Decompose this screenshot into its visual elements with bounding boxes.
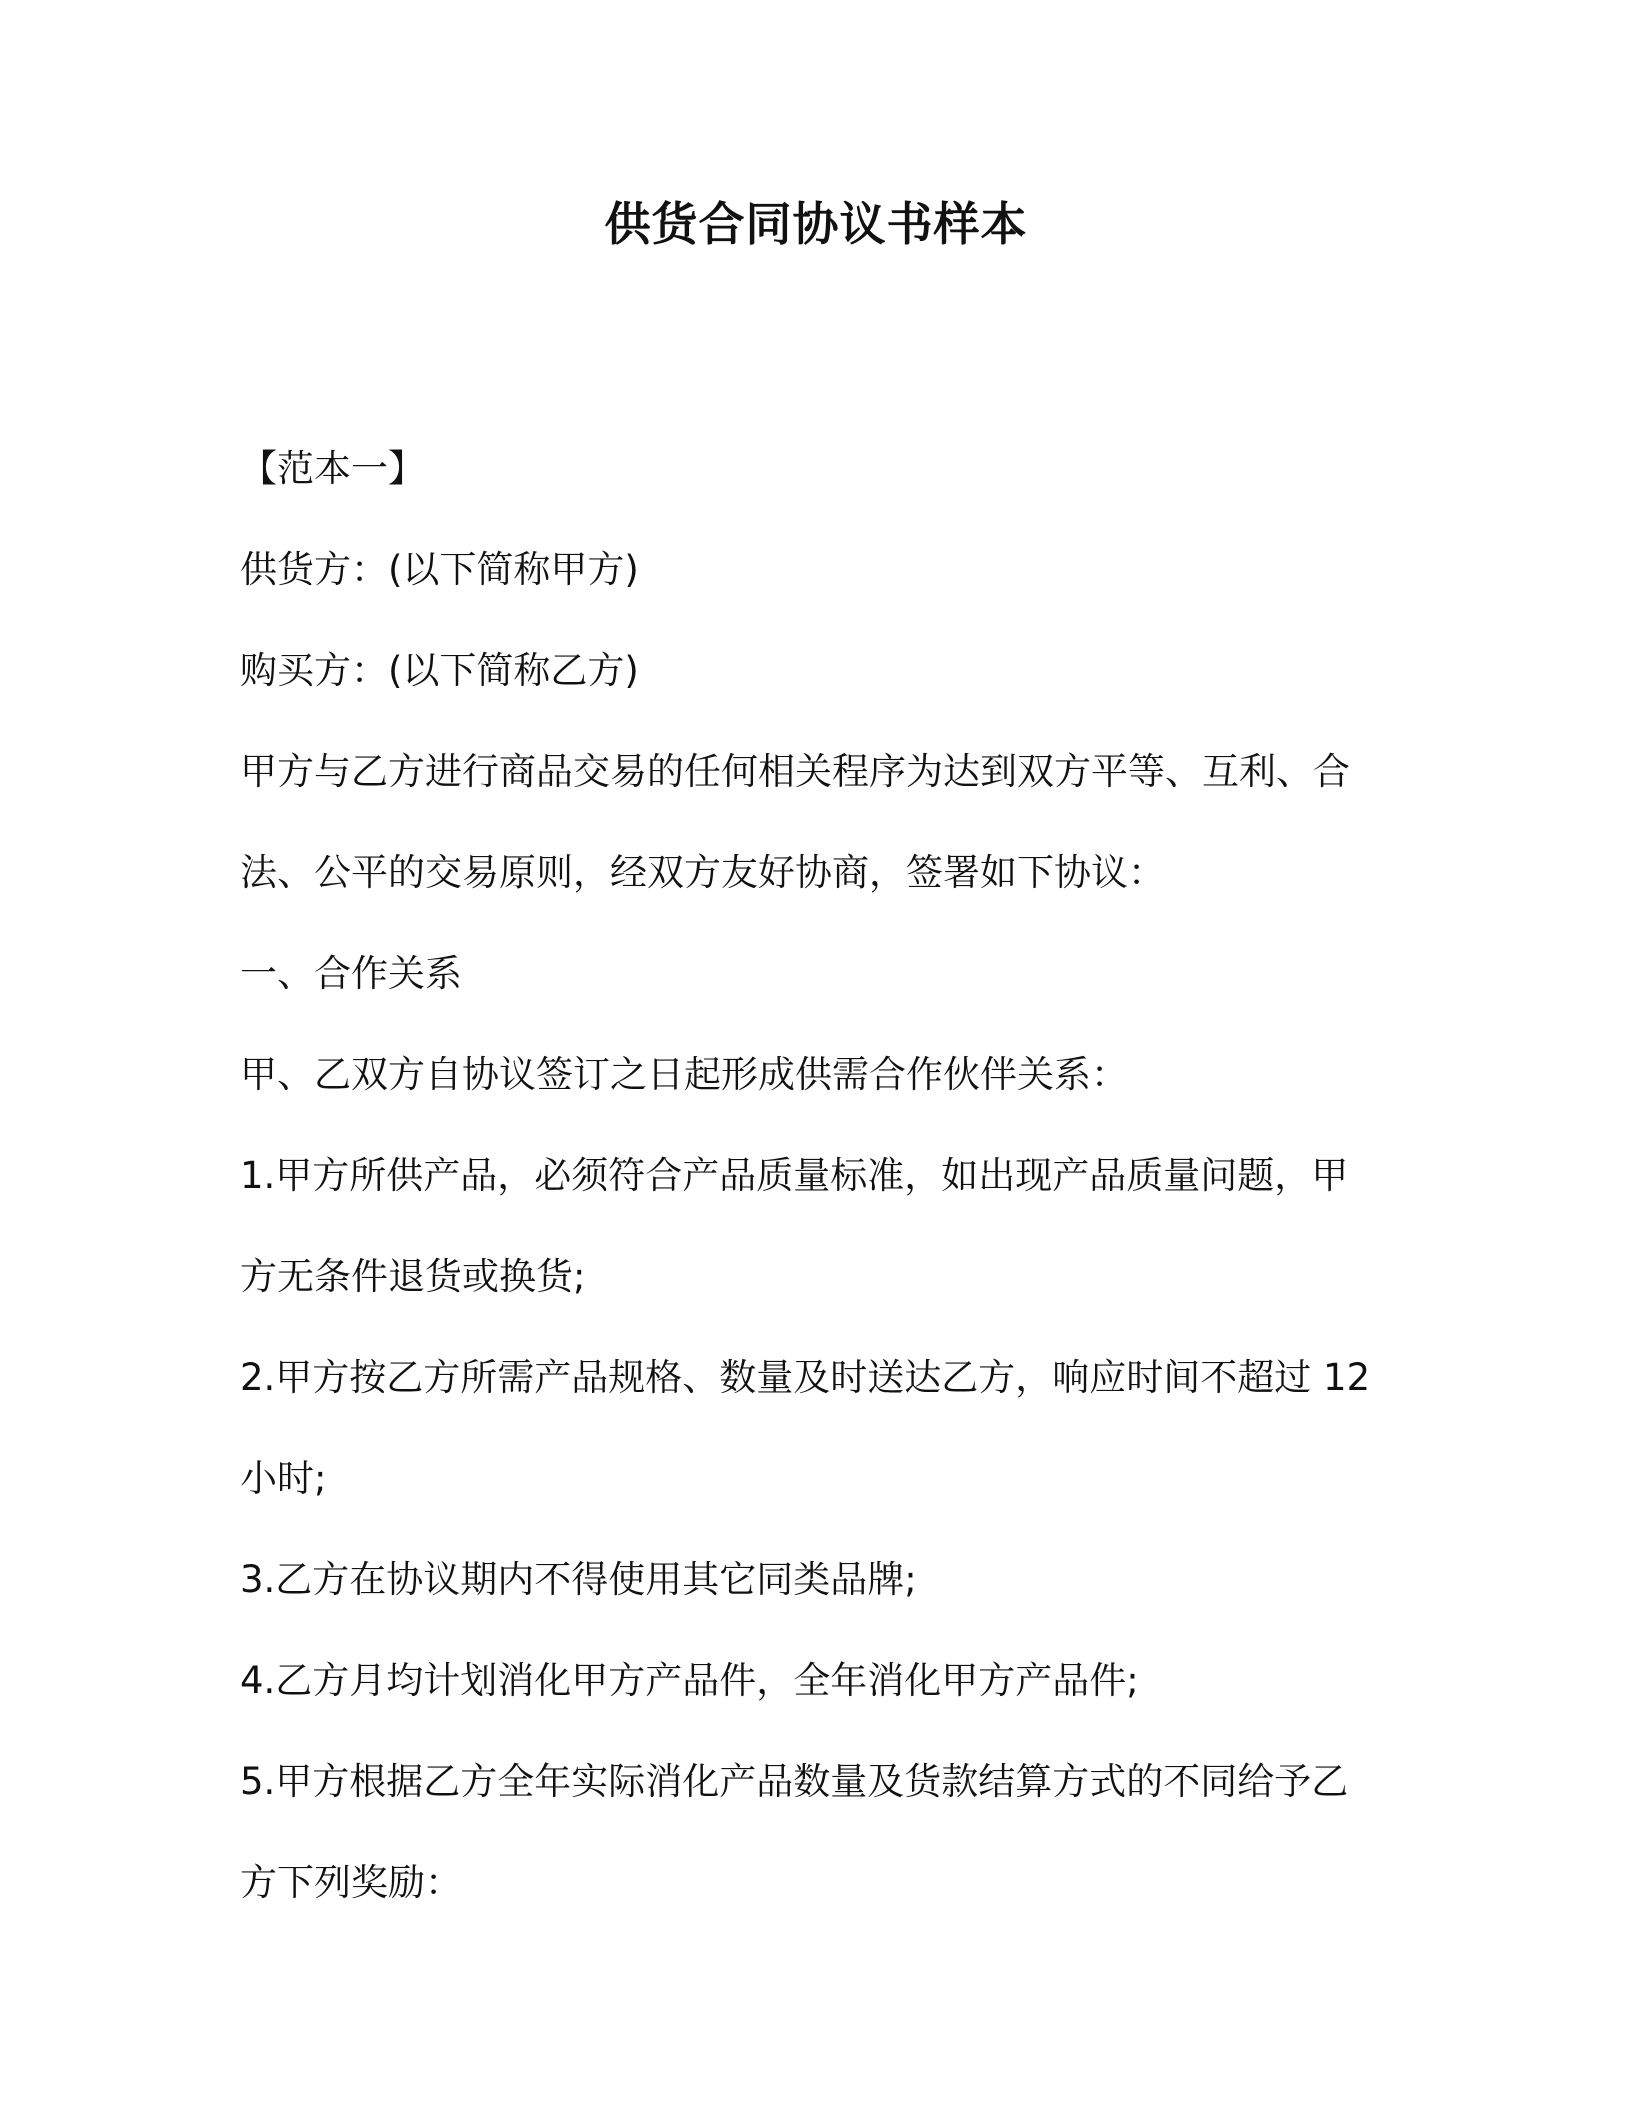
- paragraph-line: 甲、乙双方自协议签订之日起形成供需合作伙伴关系：: [240, 1053, 1128, 1096]
- clause-line: 方无条件退货或换货;: [240, 1255, 586, 1298]
- clause-line: 2.甲方按乙方所需产品规格、数量及时送达乙方，响应时间不超过 12: [240, 1356, 1371, 1399]
- sample-heading: 【范本一】: [240, 447, 425, 490]
- clause-line: 方下列奖励：: [240, 1861, 462, 1904]
- clause-line: 3.乙方在协议期内不得使用其它同类品牌;: [240, 1558, 917, 1601]
- clause-line: 5.甲方根据乙方全年实际消化产品数量及货款结算方式的不同给予乙: [240, 1760, 1349, 1803]
- section-heading: 一、合作关系: [240, 952, 462, 995]
- supplier-line: 供货方：(以下简称甲方): [240, 548, 639, 591]
- paragraph-line: 法、公平的交易原则，经双方友好协商，签署如下协议：: [240, 851, 1165, 894]
- clause-line: 小时;: [240, 1457, 327, 1500]
- document-title: 供货合同协议书样本: [604, 197, 1028, 251]
- buyer-line: 购买方：(以下简称乙方): [240, 649, 639, 692]
- document-body: [240, 418, 1390, 1933]
- clause-line: 4.乙方月均计划消化甲方产品件，全年消化甲方产品件;: [240, 1659, 1139, 1702]
- paragraph-line: 甲方与乙方进行商品交易的任何相关程序为达到双方平等、互利、合: [240, 750, 1350, 793]
- clause-line: 1.甲方所供产品，必须符合产品质量标准，如出现产品质量问题，甲: [240, 1154, 1349, 1197]
